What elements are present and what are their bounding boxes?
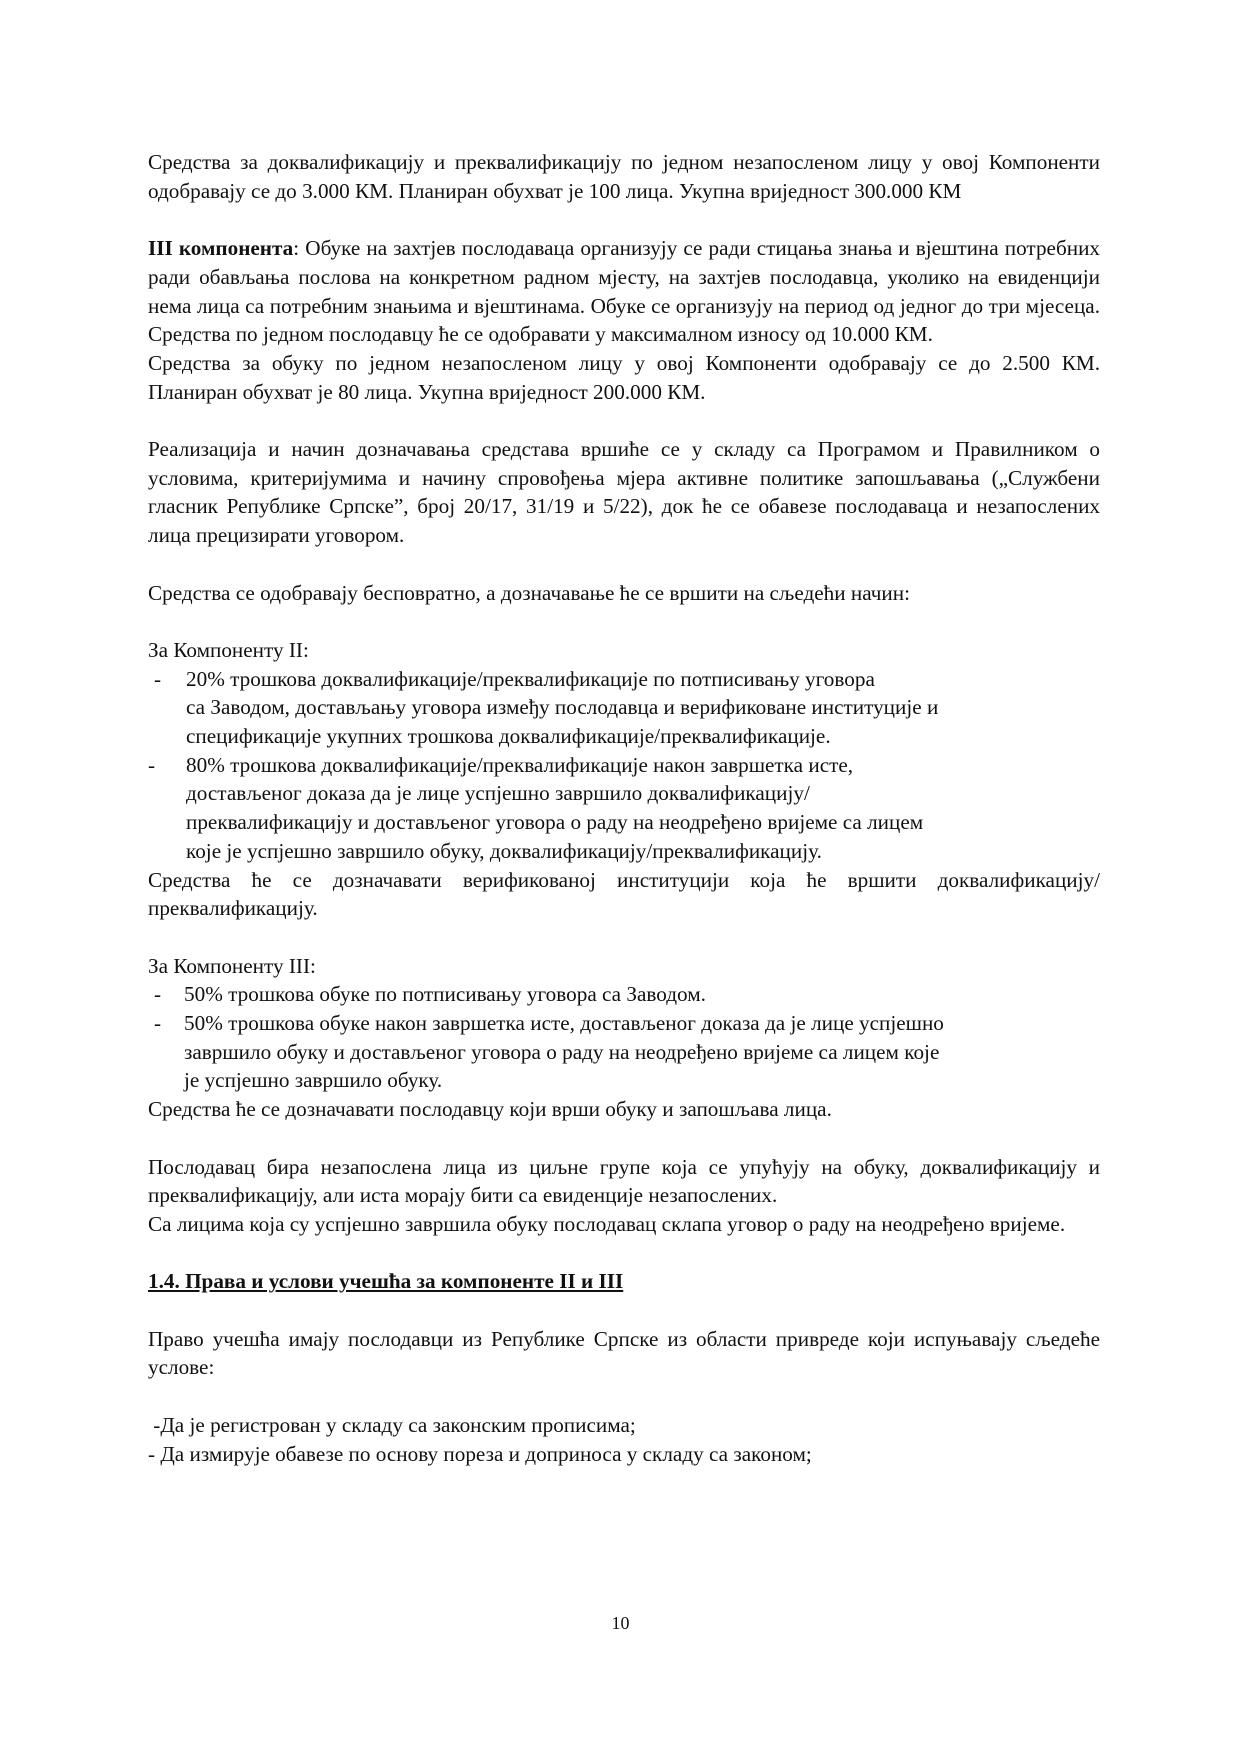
paragraph-component3-funds: Средства за обуку по једном незапосленом лицу у овој Компоненти одобравају се до 2.500 КМ. Планиран обухват је 80 лица. Укупна вриједност 200.000 КМ.: [148, 350, 1100, 404]
component3-label: III компонента: [148, 236, 294, 261]
component2-heading: За Компоненту II:: [148, 637, 309, 662]
component2-block: [148, 636, 1100, 923]
paragraph-employer-selection: Послодавац бира незапослена лица из циљне групе која се упућују на обуку, доквалификацију и преквалификацију, али иста морају бити са евиденције незапослених.: [148, 1154, 1100, 1208]
list-item-line: које је успјешно завршило обуку, доквалификацију/преквалификацију.: [186, 838, 822, 863]
document-page: [148, 148, 1100, 1468]
list-item: [148, 980, 1100, 1009]
component3-block: [148, 952, 1100, 1124]
component3-text: : Обуке на захтјев послодаваца организују се ради стицања знања и вјештина потребних ради обављања послова на конкретном радном мјесту, на захтјев послодавца, уколико на евиденцији нема лица са потребним знањима и вјештинама. Обуке се организују на период од једног до три мјесеца. Средства по једном послодавцу ће се одобравати у максималном износу од 10.000 КМ.: [148, 236, 1100, 347]
paragraph-participation-right: Право учешћа имају послодавци из Републике Српске из области привреде који испуњавају сљедеће услове:: [148, 1326, 1100, 1380]
list-dash: -: [154, 982, 162, 1007]
list-item: [148, 665, 1100, 751]
section-heading: 1.4. Права и услови учешћа за компоненте II и III: [148, 1269, 624, 1294]
list-item-line: достављеног доказа да је лице успјешно завршило доквалификацију/: [186, 781, 810, 806]
condition-item: -Да је регистрован у складу са законским прописима;: [148, 1412, 636, 1437]
component3-closing: Средства ће се дозначавати послодавцу који врши обуку и запошљава лица.: [148, 1097, 832, 1122]
list-dash: -: [148, 752, 156, 777]
list-item: [148, 751, 1100, 866]
paragraph-employment-contract: Са лицима која су успјешно завршила обуку послодавац склапа уговор о раду на неодређено вријеме.: [148, 1211, 1066, 1236]
list-item-line: завршило обуку и достављеног уговора о раду на неодређено вријеме са лицем које: [184, 1039, 940, 1064]
conditions-list: [148, 1411, 1100, 1468]
list-item-line: преквалификацију и достављеног уговора о раду на неодређено вријеме са лицем: [186, 810, 924, 835]
list-item-line: спецификације укупних трошкова доквалификације/преквалификације.: [186, 724, 831, 748]
condition-item: - Да измирује обавезе по основу пореза и доприноса у складу са законом;: [148, 1441, 812, 1466]
list-dash: -: [154, 1011, 162, 1036]
list-item-line: 80% трошкова доквалификације/преквалификације након завршетка исте,: [186, 752, 854, 777]
list-item-line: 20% трошкова доквалификације/преквалификације по потписивању уговора: [186, 666, 875, 691]
list-item: [148, 1009, 1100, 1095]
list-item-line: 50% трошкова обуке по потписивању уговора са Заводом.: [184, 982, 706, 1007]
list-dash: -: [154, 666, 162, 691]
paragraph-component2-funds: Средства за доквалификацију и преквалификацију по једном незапосленом лицу у овој Компоненти одобравају се до 3.000 КМ. Планиран обухват је 100 лица. Укупна вриједност 300.000 КМ: [148, 150, 1100, 203]
paragraph-component3-intro: [148, 234, 1100, 349]
component3-heading: За Компоненту III:: [148, 953, 316, 978]
paragraph-realization: Реализација и начин дозначавања средстава вршиће се у складу са Програмом и Правилником о условима, критеријумима и начину спровођења мјера активне политике запошљавања („Службени гласник Републике Српске”, број 20/17, 31/19 и 5/22), док ће се обавезе послодаваца и незапослених лица прецизирати уговором.: [148, 437, 1100, 548]
list-item-line: је успјешно завршило обуку.: [184, 1068, 443, 1093]
component2-closing: Средства ће се дозначавати верификованој институцији која ће вршити доквалификацију/преквалификацију.: [148, 867, 1100, 921]
list-item-line: са Заводом, достављању уговора између послодавца и верификоване институције и: [186, 695, 939, 720]
paragraph-payment-method: Средства се одобравају бесповратно, а дозначавање ће се вршити на сљедећи начин:: [148, 580, 910, 605]
list-item-line: 50% трошкова обуке након завршетка исте, достављеног доказа да је лице успјешно: [184, 1011, 944, 1036]
page-number: 10: [611, 1613, 630, 1633]
